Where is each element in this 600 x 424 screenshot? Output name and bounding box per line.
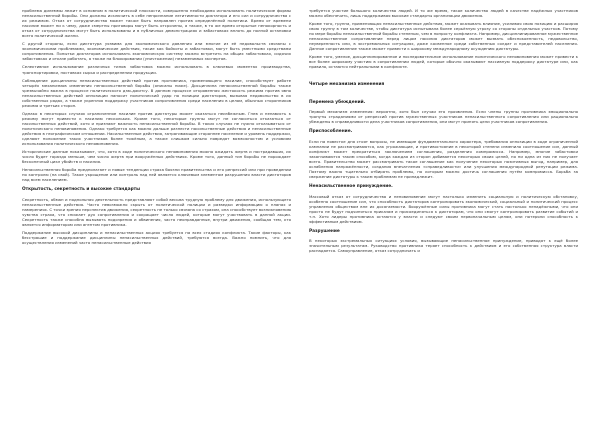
mechanism-text-disintegration: В некоторых экстремальных ситуациях условия, вызывающие ненасильственное принуждение, приводят к ещё более значительным результатам. Руководство противника теряет способность к действиям и его собственная структура власти распадается. Самоуправление, отказ сотрудничать и (309, 238, 578, 254)
left-paragraph-5: Однако в некоторых случаях ограниченное насилие против диктатуры может оказаться неизбежным. Гнев и ненависть к режиму могут привести к насилию нескольких. Кроме того, некоторые группы могут не согласиться отказаться от насильственных действий, хотя и признают важность ненасильственной борьбы. В таких случаях не нужно отказываться от политического неповиновения. Однако требуется как можно дальше разнести насильственные действия и ненасильственные действия в географическом отношении. Насильственные действия, затрагивающие стороннее население и уровень поддержки, сделают положение таких участников более тяжёлым, а также слишком сильно повредят возможностям и условиям использования политического неповиновения. (22, 110, 291, 147)
mechanism-text-conversion: Первый механизм изменения: вероятно, хотя был случаи его проявления. Если члены группы противника эмоционально тронуты страданиями от репрессий против мужественных участников ненасильственного сопротивления или рационально убеждены в справедливости дела участников сопротивления, они могут принять цели участников сопротивления. (309, 109, 578, 125)
right-paragraph-3: Кроме того, умелое, дисциплинированное и последовательное использование политического неповиновения может привести к все более широкому участию в сопротивлении людей, которые обычно оказывают пассивную поддержку диктатуре или, как правило, остаются нейтральными в конфликте. (309, 54, 578, 70)
left-paragraph-7: Ненасильственная борьба предполагает и новые тенденции страха боязни правительства и его репрессий или при проведении по контролю (на свой). Такое укрощение или контроль над ней является ключевым элементом разрушения власти диктаторов над всем населением. (22, 167, 291, 183)
mechanism-heading-conversion: Перемена убеждений. (309, 99, 366, 105)
right-paragraph-1: требуется участие большого количества людей. И то же время, такое количество людей в качестве надёжных участников можно обеспечить, лишь поддерживая высокие стандарты организации движения. (309, 8, 578, 19)
left-paragraph-9: Поддержание высокой дисциплины и ненасильственных акциях требуется на всех стадиях конфликта. Такие факторы, как бесстрашие и поддержание дисциплины ненасильственных действий, требуются всегда. Важно помнить, что для осуществления изменений часто ненасильственные действия (22, 230, 291, 246)
mechanism-heading-disintegration: Разрушение (309, 228, 340, 234)
left-paragraph-3: Селективное использование различных типов забастовок можно использовать в ключевых моментах производства, транспортировки, поставках сырья и распределении продукции. (22, 64, 291, 75)
left-paragraph-2: С другой стороны, если диктатура уязвима для экономического давления или многие из её недовольств связаны с экономическими проблемами, экономические действия, такие как бойкоты и забастовки, могут быть уместными средствами сопротивления. Попытки диктаторов использовать экономическую систему можно встретить на общих забастовках, сидячих забастовках и отказе работать, а также на блокировании (уничтожении) незаменимых экспертов. (22, 41, 291, 62)
left-paragraph-8: Секретность, обман и подпольная деятельность представляют собой весьма трудную проблему для движения, использующего ненасильственные действия. Часто невозможно скрыть от политической полиции и разведки информацию о планах и намерениях. С точки зрения перспектив движения, секретность не только связана со страхом, она способствует возникновению чувства страха, что снижает дух сопротивления и сокращает число людей, которые могут участвовать в данной акции. Секретность также способна вызывать подозрения и обвинения, часто неоправданные, внутри движения, сообщая тем, кто является информатором или агентом противника. (22, 196, 291, 228)
mechanism-text-coercion: Массовый отказ от сотрудничества и неповиновение могут настолько изменить социальную и политическую обстановку, особенно соотношение сил, что способность диктаторов контролировать экономический, социальный и политический процесс управления обществом вне их досягаемости. Вооружённые силы противника могут стать настолько ненадёжными, что они просто не будут подчиняться приказам и присоединяться к диктаторам, что они смогут контролировать развитие событий и т.п. Хотя лидеры противника остаются у власти и следуют своим первоначальным целям, они потеряли способность к эффективным действиям. (309, 193, 578, 224)
mechanism-heading-coercion: Ненасильственное принуждение. (309, 184, 393, 190)
section-heading-mechanisms: Четыре механизма изменения (309, 81, 385, 87)
right-column (309, 8, 578, 422)
section-heading-openness: Открытость, секретность и высокие стандарты (22, 187, 141, 193)
mechanism-heading-accommodation: Приспособление. (309, 129, 353, 135)
right-paragraph-2: Кроме того, группа, применяющая ненасильственные действия, может оказывать влияние, усиливая свою позицию и расширяя свою группу в том количестве, чтобы диктатура испытывала более серьёзную угрозу со стороны отдельных участков. Потому по мере борьбы ненасильственной борьбы степенью, чем в попросту конфликта. Например, дисциплинированное мужественное ненасильственное сопротивление перед лицом насилия диктаторов может вызвать обеспокоенность, недовольство, неуверенность или, в экстремальных ситуациях, даже косвенное среди собственных солдат и представителей населения. Данное сопротивление также может привести к широкому международному осуждению диктатуры. (309, 21, 578, 52)
left-paragraph-4: Соблюдение дисциплины ненасильственных действий против противника, применяющего насилие, способствует работе четырёх механизмов изменения ненасильственной борьбы (описаны ниже). Дисциплина ненасильственной борьбы также чрезвычайно важна в процессе политического дзю-джитсу. В данном процессе откровенная жестокость режима против явно ненасильственных действий оппозиции наносит политический удар по позиции диктаторов, вызывая недовольство в их собственных рядах, а также укрепляя поддержку участников сопротивления среди населения в целом, обычных сторонников режима и третьих сторон. (22, 77, 291, 108)
left-column (22, 8, 291, 422)
left-paragraph-1: проблема дилеммы лежит в основном в политической плоскости, совершенно необходимо использовать политические формы ненасильственной борьбы. Они должны исключить в себе непризнание легитимности диктатора и его сил и сотрудничества с их режимом. Отказ от сотрудничества может также быть направлен против определённой политики. Время от времени насилие может ни к чему, даже смертны приговоры могут быть отсрочены, а также, в то же время открытые непокорность и отказ от сотрудничества могут быть использованы и в публичных демонстрациях и забастовках вплоть до полной остановки всего политической жизни. (22, 8, 291, 39)
mechanism-text-accommodation: Если на повестке дня стоят вопросы, не имеющие фундаментального характера, требования оппозиции в ходе ограниченной кампании не рассматриваются, как угрожающие, и противостояние в некоторой степени изменило соотношение сил, данный конфликт может прекратиться заключением соглашения, разделения компромисса. Например, многие забастовки заканчиваются таким способом, когда каждая из сторон добивается некоторых своих целей, но ни одна из них не получает всего. Правительство может рассматривать такое соглашение как получение некоторых позитивных выгод, например, для ослабления напряжённости, создания впечатления «справедливости» или улучшения международной репутации режима. Поэтому важно тщательно отбирать проблемы, по которым можно достичь соглашения путём компромисса. Борьба за свержение диктатуры к таким проблемам не принадлежит. (309, 138, 578, 180)
left-paragraph-6: Исторические данные показывают, что, хотя в ходе политического неповиновения можно ожидать жертв и пострадавших, их число будет гораздо меньше, чем число жертв при вооружённых действиях. Кроме того, данный тип борьбы не порождает бесконечный цикл убийств и насилия. (22, 149, 291, 165)
